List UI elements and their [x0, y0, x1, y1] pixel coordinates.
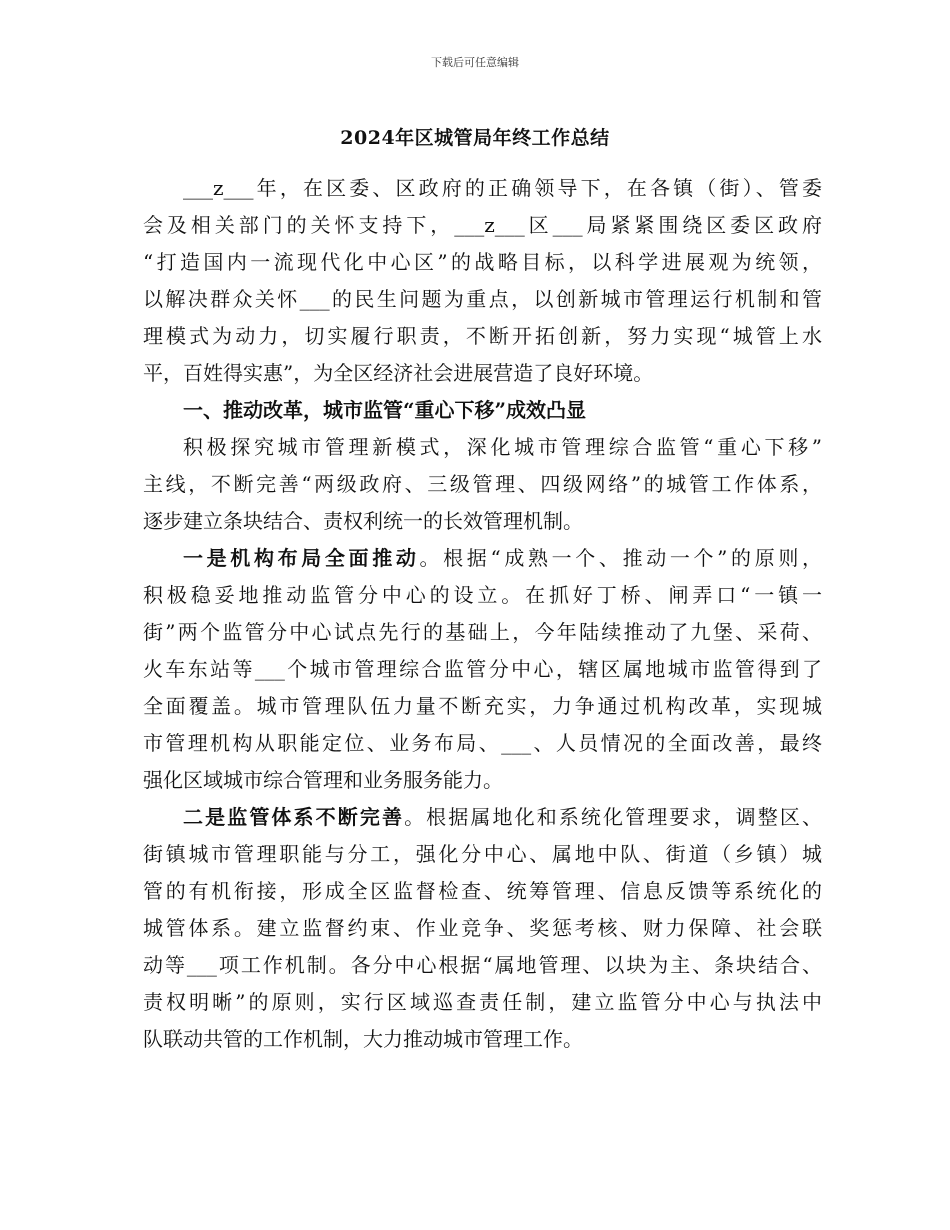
intro-line: 会及相关部门的关怀支持下，___z___区___局紧紧围绕区委区政府 [143, 213, 822, 237]
paragraph-line: 火车东站等___个城市管理综合监管分中心，辖区属地城市监管得到了 [143, 657, 822, 681]
intro-line: 平，百姓得实惠”，为全区经济社会进展营造了良好环境。 [143, 361, 654, 385]
document-title: 2024年区城管局年终工作总结 [340, 127, 610, 149]
header-note: 下载后可任意编辑 [431, 56, 519, 69]
paragraph-line: 队联动共管的工作机制，大力推动城市管理工作。 [143, 1027, 583, 1051]
paragraph-line: 积极探究城市管理新模式，深化城市管理综合监管“重心下移” [183, 435, 822, 459]
intro-line: 以解决群众关怀___的民生问题为重点，以创新城市管理运行机制和管 [143, 287, 822, 311]
paragraph-line: 市管理机构从职能定位、业务布局、___、人员情况的全面改善，最终 [143, 731, 822, 755]
intro-line: “打造国内一流现代化中心区”的战略目标，以科学进展观为统领， [143, 250, 822, 274]
paragraph-line: 主线，不断完善“两级政府、三级管理、四级网络”的城管工作体系， [143, 472, 822, 496]
paragraph-line: 强化区域城市综合管理和业务服务能力。 [143, 768, 503, 792]
item-lead: 一是机构布局全面推动 [183, 546, 420, 570]
paragraph-line: 积极稳妥地推动监管分中心的设立。在抓好丁桥、闸弄口“一镇一 [143, 583, 822, 607]
paragraph-line: 管的有机衔接，形成全区监督检查、统筹管理、信息反馈等系统化的 [143, 879, 822, 903]
paragraph-line: 逐步建立条块结合、责权利统一的长效管理机制。 [143, 509, 583, 533]
intro-line: 理模式为动力，切实履行职责，不断开拓创新，努力实现“城管上水 [143, 324, 822, 348]
intro-line: ___z___年，在区委、区政府的正确领导下，在各镇（街）、管委 [183, 176, 822, 200]
paragraph-line [183, 803, 822, 831]
item-lead: 二是监管体系不断完善 [183, 805, 405, 829]
paragraph-line: 责权明晰”的原则，实行区域巡查责任制，建立监管分中心与执法中 [143, 990, 822, 1014]
paragraph-line [183, 544, 822, 572]
paragraph-line: 街”两个监管分中心试点先行的基础上，今年陆续推动了九堡、采荷、 [143, 620, 822, 644]
paragraph-line: 街镇城市管理职能与分工，强化分中心、属地中队、街道（乡镇）城 [143, 842, 822, 866]
item-lead-rest: 。根据“成熟一个、推动一个”的原则， [419, 546, 822, 570]
paragraph-line: 动等___项工作机制。各分中心根据“属地管理、以块为主、条块结合、 [143, 953, 822, 977]
paragraph-line: 全面覆盖。城市管理队伍力量不断充实，力争通过机构改革，实现城 [143, 694, 822, 718]
item-lead-rest: 。根据属地化和系统化管理要求，调整区、 [404, 805, 823, 829]
paragraph-line: 城管体系。建立监督约束、作业竞争、奖惩考核、财力保障、社会联 [143, 916, 822, 940]
section-heading: 一、推动改革，城市监管“重心下移”成效凸显 [183, 398, 587, 422]
